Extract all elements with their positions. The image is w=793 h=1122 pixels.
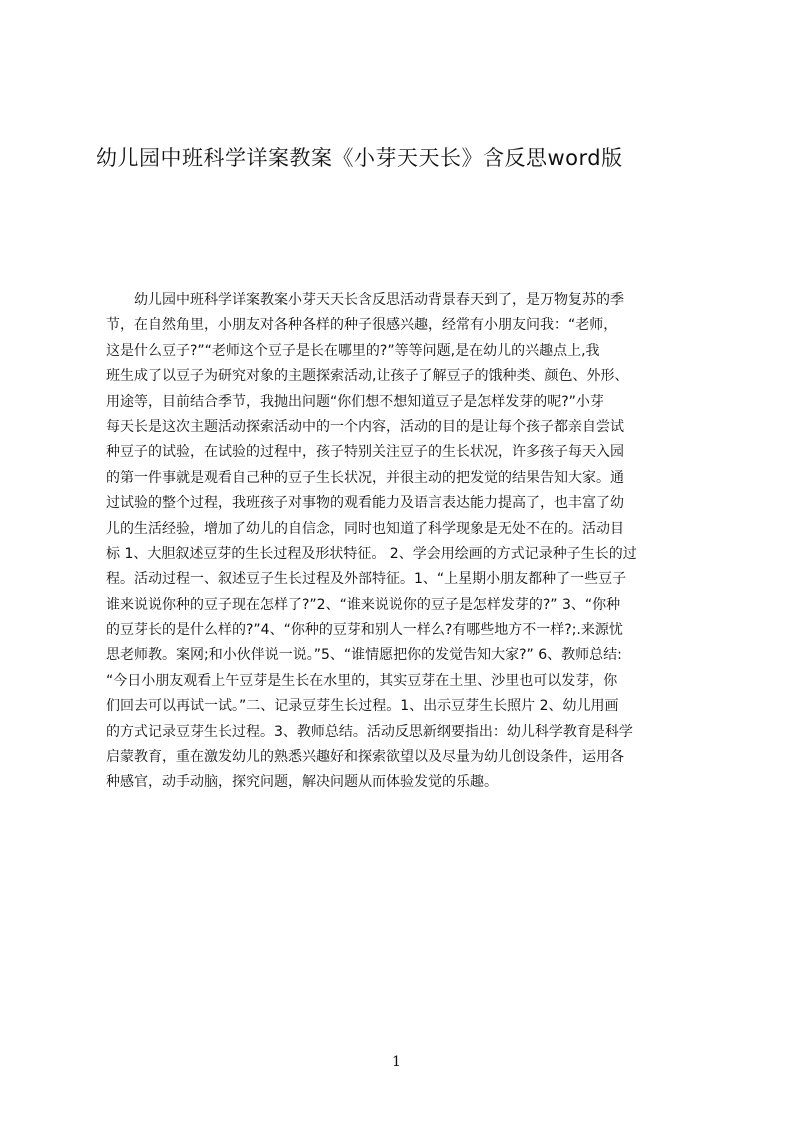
paragraph-line: 班生成了以豆子为研究对象的主题探索活动,让孩子了解豆子的饿种类、颜色、外形、 bbox=[106, 368, 629, 385]
paragraph-line: 种感官，动手动脑，探究问题，解决问题从而体验发觉的乐趣。 bbox=[106, 774, 498, 791]
paragraph-line: 这是什么豆子?”“老师这个豆子是长在哪里的?”等等问题,是在幼儿的兴趣点上,我 bbox=[106, 342, 600, 359]
paragraph-line: “今日小朋友观看上午豆芽是生长在水里的，其实豆芽在土里、沙里也可以发芽，你 bbox=[106, 672, 618, 689]
paragraph-line: 幼儿园中班科学详案教案小芽天天长含反思活动背景春天到了，是万物复苏的季 bbox=[106, 292, 624, 308]
paragraph-line: 的豆芽长的是什么样的?”4、“你种的豆芽和别人一样么?有哪些地方不一样?;.来源忧 bbox=[106, 622, 623, 639]
paragraph-line: 每天长是这次主题活动探索活动中的一个内容，活动的目的是让每个孩子都亲自尝试 bbox=[106, 418, 624, 435]
paragraph-line: 用途等，目前结合季节，我抛出问题“你们想不想知道豆子是怎样发芽的呢?”小芽 bbox=[106, 393, 604, 410]
paragraph-line: 程。活动过程一、叙述豆子生长过程及外部特征。1、“上星期小朋友都种了一些豆子 bbox=[106, 571, 627, 588]
paragraph-line: 启蒙教育，重在激发幼儿的熟悉兴趣好和探索欲望以及尽量为幼儿创设条件，运用各 bbox=[106, 749, 624, 766]
paragraph-line: 的方式记录豆芽生长过程。3、教师总结。活动反思新纲要指出：幼儿科学教育是科学 bbox=[106, 723, 633, 740]
body-paragraph bbox=[106, 288, 696, 828]
paragraph-line: 思老师教。案网;和小伙伴说一说。”5、“谁情愿把你的发觉告知大家?” 6、教师总结: bbox=[106, 647, 622, 664]
paragraph-line: 节，在自然角里，小朋友对各种各样的种子很感兴趣，经常有小朋友问我：“老师， bbox=[106, 317, 618, 334]
paragraph-line: 儿的生活经验，增加了幼儿的自信念，同时也知道了科学现象是无处不在的。活动目 bbox=[106, 520, 624, 537]
paragraph-line: 标 1、大胆叙述豆芽的生长过程及形状特征。 2、学会用绘画的方式记录种子生长的过 bbox=[106, 545, 637, 562]
paragraph-line: 谁来说说你种的豆子现在怎样了?”2、“谁来说说你的豆子是怎样发芽的?” 3、“你种 bbox=[106, 596, 621, 613]
paragraph-line: 的第一件事就是观看自己种的豆子生长状况，并很主动的把发觉的结果告知大家。通 bbox=[106, 469, 624, 486]
paragraph-line: 们回去可以再试一试。”二、记录豆芽生长过程。1、出示豆芽生长照片 2、幼儿用画 bbox=[106, 698, 619, 715]
paragraph-line: 过试验的整个过程，我班孩子对事物的观看能力及语言表达能力提高了，也丰富了幼 bbox=[106, 495, 624, 512]
document-title: 幼儿园中班科学详案教案《小芽天天长》含反思word版 bbox=[96, 146, 623, 170]
page-number: 1 bbox=[392, 1054, 401, 1070]
paragraph-line: 种豆子的试验，在试验的过程中，孩子特别关注豆子的生长状况，许多孩子每天入园 bbox=[106, 444, 624, 461]
